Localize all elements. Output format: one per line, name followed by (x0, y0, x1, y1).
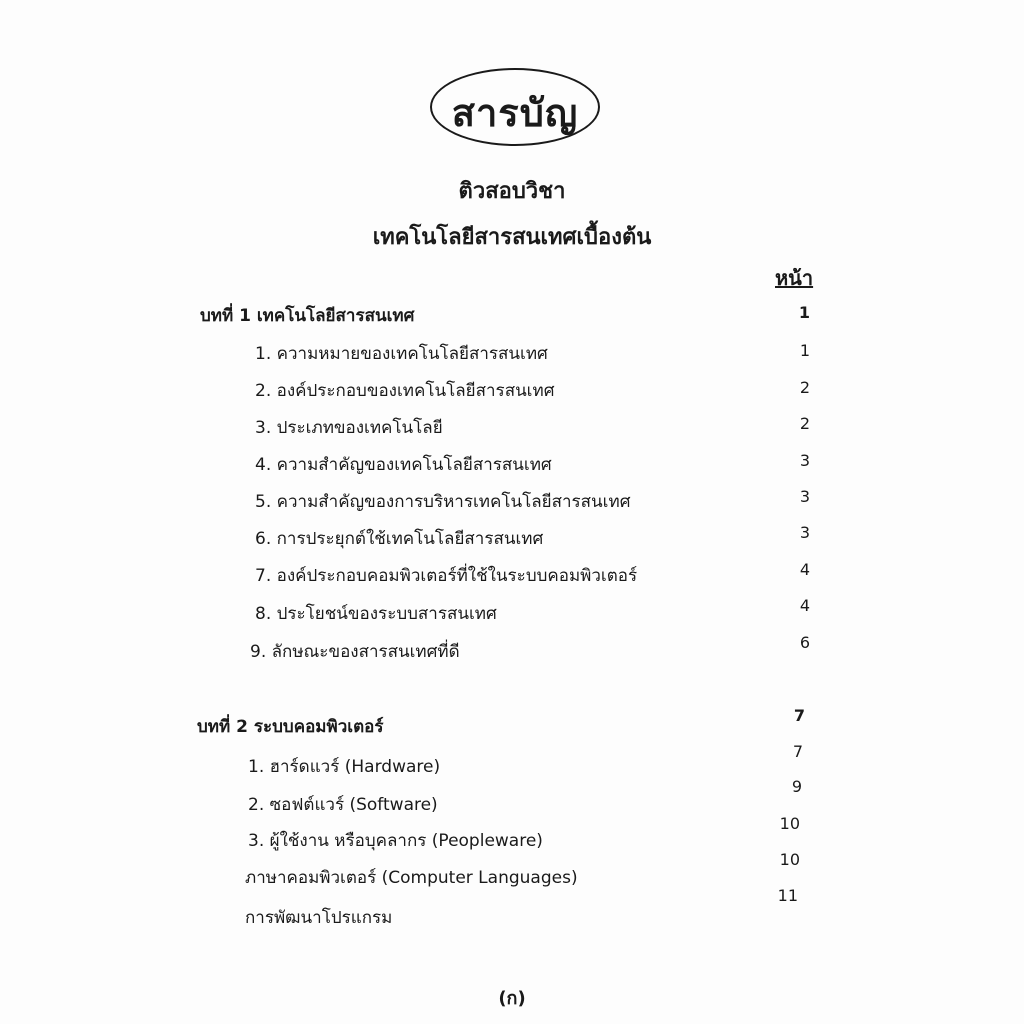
toc-item: 8. ประโยชน์ของระบบสารสนเทศ (255, 604, 497, 624)
toc-item-page: 4 (799, 560, 810, 579)
toc-item: ภาษาคอมพิวเตอร์ (Computer Languages) (245, 868, 578, 888)
toc-item: 1. ความหมายของเทคโนโลยีสารสนเทศ (255, 344, 548, 364)
subtitle-course-name: เทคโนโลยีสารสนเทศเบื้องต้น (372, 225, 652, 250)
toc-item-page: 1 (799, 341, 810, 360)
toc-item: 2. องค์ประกอบของเทคโนโลยีสารสนเทศ (255, 381, 555, 401)
toc-item-page: 11 (777, 886, 798, 905)
toc-item: 3. ผู้ใช้งาน หรือบุคลากร (Peopleware) (248, 831, 543, 851)
chapter-2-page: 7 (793, 706, 805, 725)
toc-item: 4. ความสำคัญของเทคโนโลยีสารสนเทศ (255, 455, 552, 475)
toc-item-page: 3 (799, 487, 810, 506)
toc-item-page: 10 (779, 814, 800, 833)
toc-item-page: 6 (799, 633, 810, 652)
toc-item: 9. ลักษณะของสารสนเทศที่ดี (250, 642, 460, 662)
toc-item-page: 3 (799, 523, 810, 542)
chapter-2-title: บทที่ 2 ระบบคอมพิวเตอร์ (197, 717, 384, 737)
toc-item-page: 4 (799, 596, 810, 615)
chapter-1-title: บทที่ 1 เทคโนโลยีสารสนเทศ (200, 306, 415, 326)
toc-item: 7. องค์ประกอบคอมพิวเตอร์ที่ใช้ในระบบคอมพิวเตอร์ (255, 566, 638, 586)
toc-item-page: 2 (799, 378, 810, 397)
toc-item: 6. การประยุกต์ใช้เทคโนโลยีสารสนเทศ (255, 529, 544, 549)
toc-item-page: 9 (791, 777, 802, 796)
toc-item: 1. ฮาร์ดแวร์ (Hardware) (248, 757, 441, 777)
chapter-1-page: 1 (798, 303, 810, 322)
page-column-header: หน้า (775, 266, 814, 290)
page-title: สารบัญ (451, 91, 579, 135)
subtitle-course-prep: ติวสอบวิชา (458, 179, 566, 204)
toc-item: การพัฒนาโปรแกรม (245, 908, 393, 928)
toc-item-page: 2 (799, 414, 810, 433)
toc-item-page: 7 (792, 742, 803, 761)
toc-item-page: 3 (799, 451, 810, 470)
toc-item: 5. ความสำคัญของการบริหารเทคโนโลยีสารสนเทศ (255, 492, 631, 512)
toc-item: 3. ประเภทของเทคโนโลยี (255, 418, 443, 438)
toc-item-page: 10 (779, 850, 800, 869)
page-number-footer: (ก) (498, 988, 526, 1009)
toc-item: 2. ซอฟต์แวร์ (Software) (248, 795, 438, 815)
